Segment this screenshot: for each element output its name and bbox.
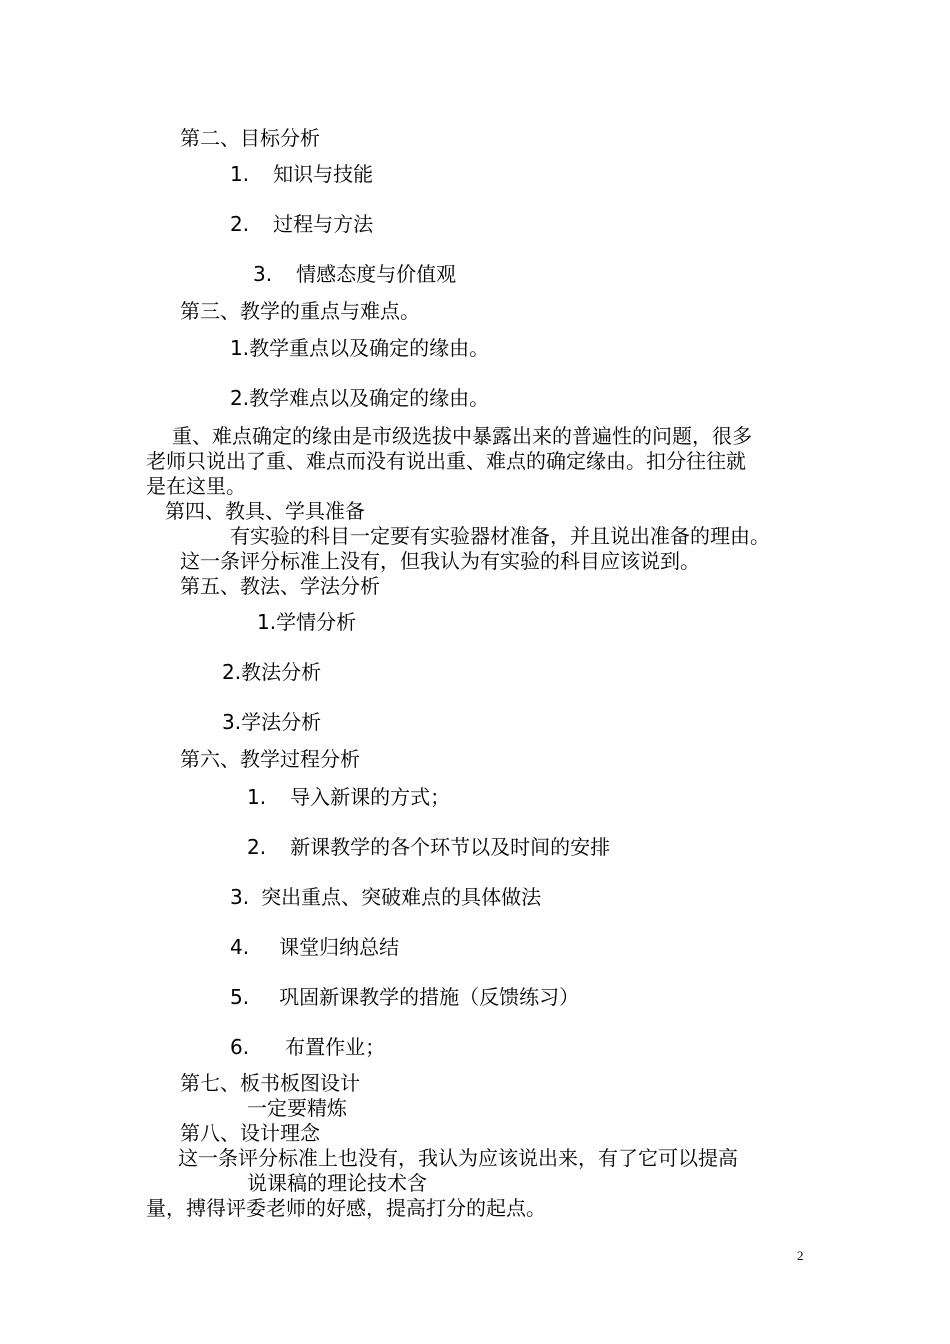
list-number: 2. <box>247 835 267 859</box>
list-text: 学法分析 <box>241 710 322 734</box>
list-text: 布置作业； <box>285 1035 386 1059</box>
list-number: 3. <box>222 710 242 734</box>
list-text: 情感态度与价值观 <box>296 262 457 286</box>
list-number: 6. <box>230 1035 250 1059</box>
list-item <box>230 162 373 186</box>
list-item <box>230 212 373 236</box>
paragraph-line: 有实验的科目一定要有实验器材准备，并且说出准备的理由。 <box>230 524 770 548</box>
page-number: 2 <box>797 1248 804 1263</box>
list-item <box>247 835 610 859</box>
list-text: 知识与技能 <box>273 162 374 186</box>
paragraph-line: 说课稿的理论技术含 <box>247 1171 427 1195</box>
list-number: 1. <box>230 162 250 186</box>
list-text: 新课教学的各个环节以及时间的安排 <box>290 835 611 859</box>
paragraph-line: 是在这里。 <box>146 474 246 498</box>
list-item <box>230 935 399 959</box>
list-text: 巩固新课教学的措施（反馈练习） <box>279 985 580 1009</box>
list-number: 3. <box>230 885 250 909</box>
list-item <box>257 610 356 634</box>
paragraph-line: 一定要精炼 <box>247 1096 347 1120</box>
list-text: 课堂归纳总结 <box>279 935 400 959</box>
list-item <box>230 336 489 360</box>
list-item <box>230 1035 385 1059</box>
section-heading: 第七、板书板图设计 <box>180 1071 360 1095</box>
list-number: 2. <box>230 212 250 236</box>
list-number: 5. <box>230 985 250 1009</box>
list-text: 教学重点以及确定的缘由。 <box>249 336 490 360</box>
list-number: 1. <box>230 336 250 360</box>
list-text: 教学难点以及确定的缘由。 <box>249 386 490 410</box>
section-heading: 第六、教学过程分析 <box>180 747 360 771</box>
list-item <box>230 985 579 1009</box>
list-item <box>247 785 450 809</box>
paragraph-line: 量，搏得评委老师的好感，提高打分的起点。 <box>146 1196 546 1220</box>
paragraph-line: 重、难点确定的缘由是市级选拔中暴露出来的普遍性的问题，很多 <box>172 424 752 448</box>
list-number: 2. <box>222 660 242 684</box>
list-item <box>230 885 541 909</box>
section-heading: 第八、设计理念 <box>180 1121 320 1145</box>
list-number: 1. <box>247 785 267 809</box>
list-number: 2. <box>230 386 250 410</box>
list-item <box>253 262 456 286</box>
list-item <box>222 660 321 684</box>
list-text: 导入新课的方式； <box>290 785 451 809</box>
section-heading: 第三、教学的重点与难点。 <box>180 299 420 323</box>
section-heading: 第二、目标分析 <box>180 126 320 150</box>
list-item <box>230 386 489 410</box>
list-item <box>222 710 321 734</box>
list-text: 突出重点、突破难点的具体做法 <box>261 885 542 909</box>
paragraph-line: 这一条评分标准上没有，但我认为有实验的科目应该说到。 <box>180 549 700 573</box>
list-number: 3. <box>253 262 273 286</box>
paragraph-line: 老师只说出了重、难点而没有说出重、难点的确定缘由。扣分往往就 <box>146 449 746 473</box>
section-heading: 第五、教法、学法分析 <box>180 574 380 598</box>
list-text: 过程与方法 <box>273 212 374 236</box>
section-heading: 第四、教具、学具准备 <box>165 499 365 523</box>
list-number: 4. <box>230 935 250 959</box>
paragraph-line: 这一条评分标准上也没有，我认为应该说出来，有了它可以提高 <box>178 1146 738 1170</box>
list-number: 1. <box>257 610 277 634</box>
list-text: 教法分析 <box>241 660 322 684</box>
list-text: 学情分析 <box>276 610 357 634</box>
